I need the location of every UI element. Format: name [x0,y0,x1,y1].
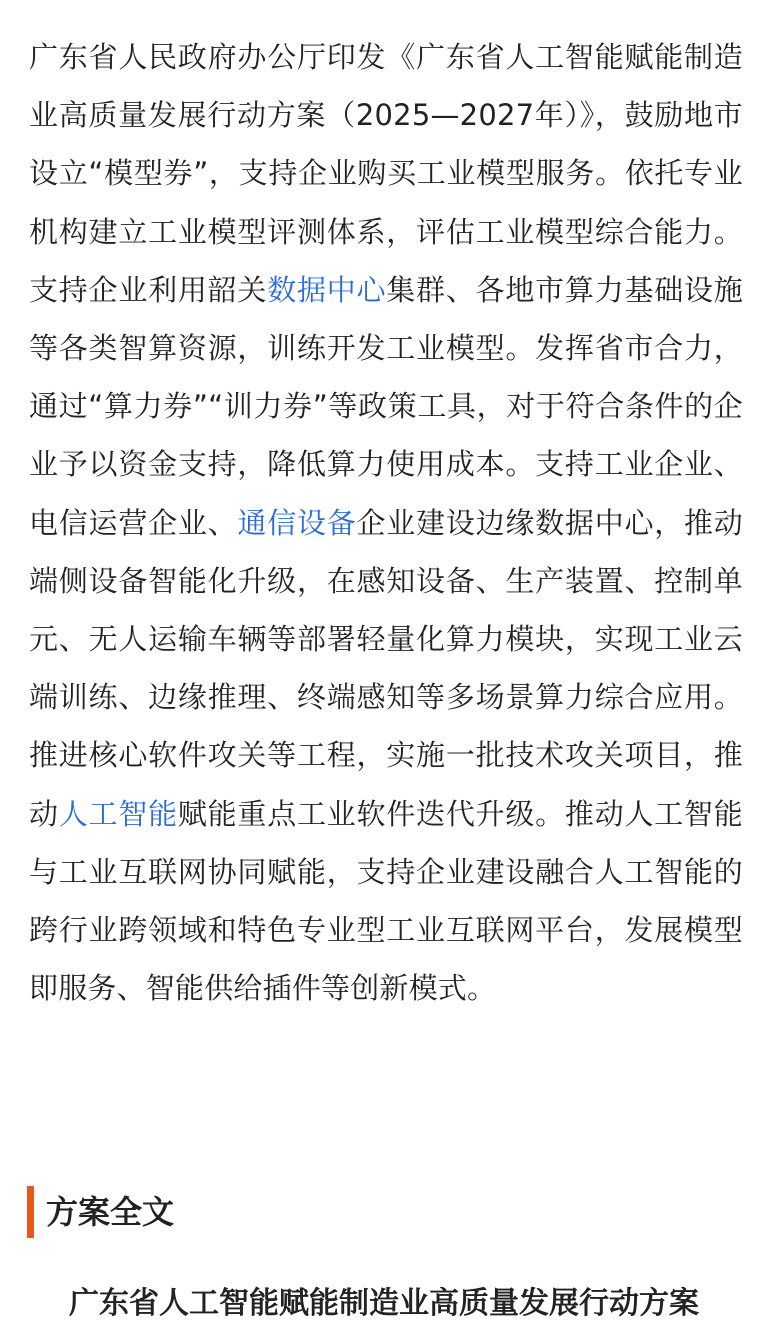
document-title: 广东省人工智能赋能制造业高质量发展行动方案 [69,1286,699,1321]
paragraph-text-4: 赋能重点工业软件迭代升级。推动人工智能与工业互联网协同赋能，支持企业建设融合人工智能的跨行业跨领域和特色专业型工业互联网平台，发展模型即服务、智能供给插件等创新模式。 [29,796,743,1006]
section-heading [27,1186,174,1238]
paragraph-text-2: 集群、各地市算力基础设施等各类智算资源，训练开发工业模型。发挥省市合力，通过“算力券”“训力券”等政策工具，对于符合条件的企业予以资金支持，降低算力使用成本。支持工业企业、电信运营企业、 [29,272,743,540]
section-title: 方案全文 [46,1193,175,1231]
article-body [29,28,743,1017]
paragraph-text-1: 广东省人民政府办公厅印发《广东省人工智能赋能制造业高质量发展行动方案（2025—2027年）》，鼓励地市设立“模型券”，支持企业购买工业模型服务。依托专业机构建立工业模型评测体系，评估工业模型综合能力。支持企业利用韶关 [29,40,743,307]
link-artificial-intelligence[interactable]: 人工智能 [58,796,178,831]
paragraph-text-3: 企业建设边缘数据中心，推动端侧设备智能化升级，在感知设备、生产装置、控制单元、无人运输车辆等部署轻量化算力模块，实现工业云端训练、边缘推理、终端感知等多场景算力综合应用。推进核心软件攻关等工程，实施一批技术攻关项目，推动 [29,505,743,831]
section-accent-bar [27,1186,34,1238]
link-data-center[interactable]: 数据中心 [267,272,387,307]
article-paragraph [29,28,743,1017]
link-communication-equipment[interactable]: 通信设备 [237,505,357,540]
